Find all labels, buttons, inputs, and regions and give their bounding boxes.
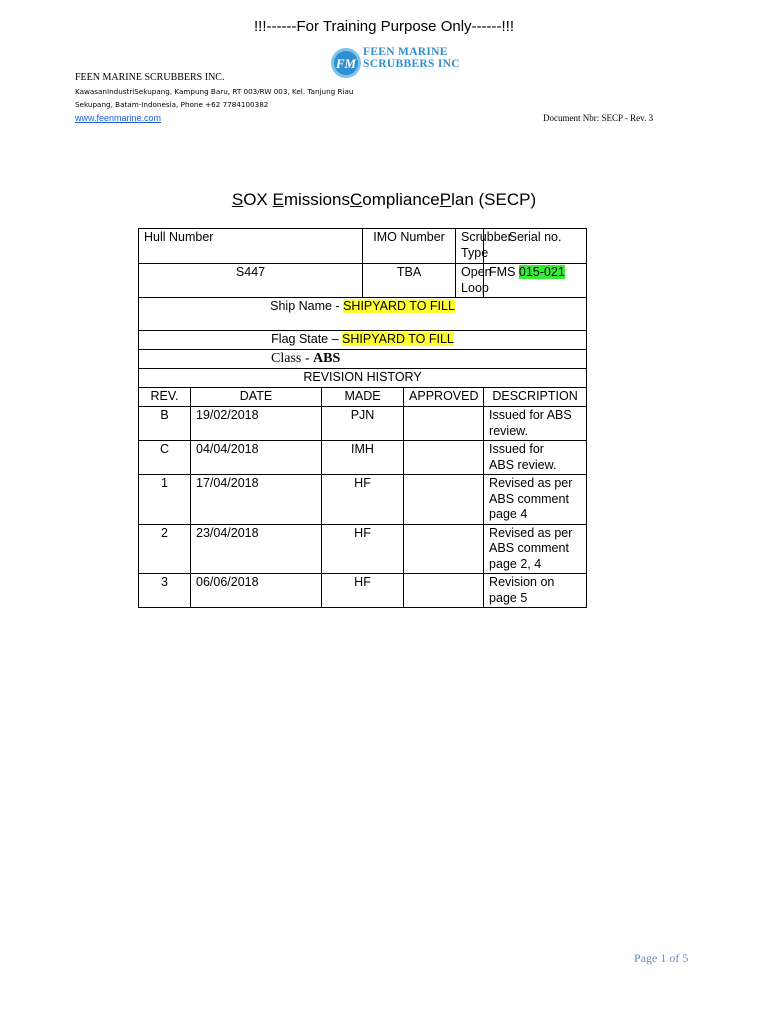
description-cell: Revision on page 5 — [484, 574, 587, 608]
class-row: Class - ABS — [139, 350, 587, 369]
imo-number-value: TBA — [363, 264, 456, 298]
revision-row — [139, 441, 587, 475]
document-title: SOX EmissionsCompliancePlan (SECP) — [231, 190, 537, 209]
made-cell: HF — [322, 475, 404, 525]
page-number: Page 1 of 5 — [634, 951, 689, 965]
approved-cell — [404, 441, 484, 475]
revision-row — [139, 524, 587, 574]
rev-cell: 3 — [139, 574, 191, 608]
date-cell: 06/06/2018 — [191, 574, 322, 608]
scrubber-type-label: Scrubber Type — [456, 229, 484, 264]
rev-cell: C — [139, 441, 191, 475]
rev-cell: 2 — [139, 524, 191, 574]
approved-cell — [404, 407, 484, 441]
date-cell: 23/04/2018 — [191, 524, 322, 574]
date-cell: 17/04/2018 — [191, 475, 322, 525]
revision-header-row — [139, 388, 587, 407]
ship-name-row: Ship Name - SHIPYARD TO FILL — [139, 298, 587, 331]
flag-state-row: Flag State – SHIPYARD TO FILL — [139, 331, 587, 350]
date-cell: 19/02/2018 — [191, 407, 322, 441]
description-cell: Revised as per ABS comment page 2, 4 — [484, 524, 587, 574]
col-made: MADE — [322, 388, 404, 407]
company-website-link[interactable]: www.feenmarine.com — [75, 113, 162, 123]
made-cell: HF — [322, 524, 404, 574]
approved-cell — [404, 475, 484, 525]
description-cell: Revised as per ABS comment page 4 — [484, 475, 587, 525]
training-banner: !!!------For Training Purpose Only------!!! — [253, 18, 515, 35]
company-logo — [330, 42, 465, 86]
company-name: FEEN MARINE SCRUBBERS INC. — [75, 72, 225, 83]
imo-number-label: IMO Number — [363, 229, 456, 264]
serial-no-label: Serial no. — [484, 229, 587, 264]
approved-cell — [404, 574, 484, 608]
logo-mark: FM — [335, 56, 357, 71]
hull-number-value: S447 — [139, 264, 363, 298]
col-description: DESCRIPTION — [484, 388, 587, 407]
rev-cell: B — [139, 407, 191, 441]
made-cell: PJN — [322, 407, 404, 441]
approved-cell — [404, 524, 484, 574]
date-cell: 04/04/2018 — [191, 441, 322, 475]
col-approved: APPROVED — [404, 388, 484, 407]
revision-row — [139, 574, 587, 608]
col-rev: REV. — [139, 388, 191, 407]
col-date: DATE — [191, 388, 322, 407]
document-number: Document Nbr: SECP - Rev. 3 — [543, 113, 654, 123]
company-address-line2: Sekupang, Batam-Indonesia, Phone +62 7784100382 — [75, 100, 269, 109]
description-cell: Issued for ABS review. — [484, 441, 587, 475]
hull-number-label: Hull Number — [139, 229, 363, 264]
revision-history-heading: REVISION HISTORY — [139, 369, 587, 388]
company-address-line1: KawasanIndustriSekupang, Kampung Baru, RT 003/RW 003, Kel. Tanjung Riau — [75, 87, 354, 96]
made-cell: HF — [322, 574, 404, 608]
secp-info-table — [138, 228, 587, 608]
logo-line1: FEEN MARINE — [363, 46, 448, 58]
scrubber-type-value: Open Loop — [456, 264, 484, 298]
revision-row — [139, 475, 587, 525]
serial-no-value: FMS 015-021 — [484, 264, 587, 298]
rev-cell: 1 — [139, 475, 191, 525]
logo-line2: SCRUBBERS INC — [363, 58, 460, 70]
revision-row — [139, 407, 587, 441]
made-cell: IMH — [322, 441, 404, 475]
description-cell: Issued for ABS review. — [484, 407, 587, 441]
logo-emblem-icon — [330, 42, 362, 84]
